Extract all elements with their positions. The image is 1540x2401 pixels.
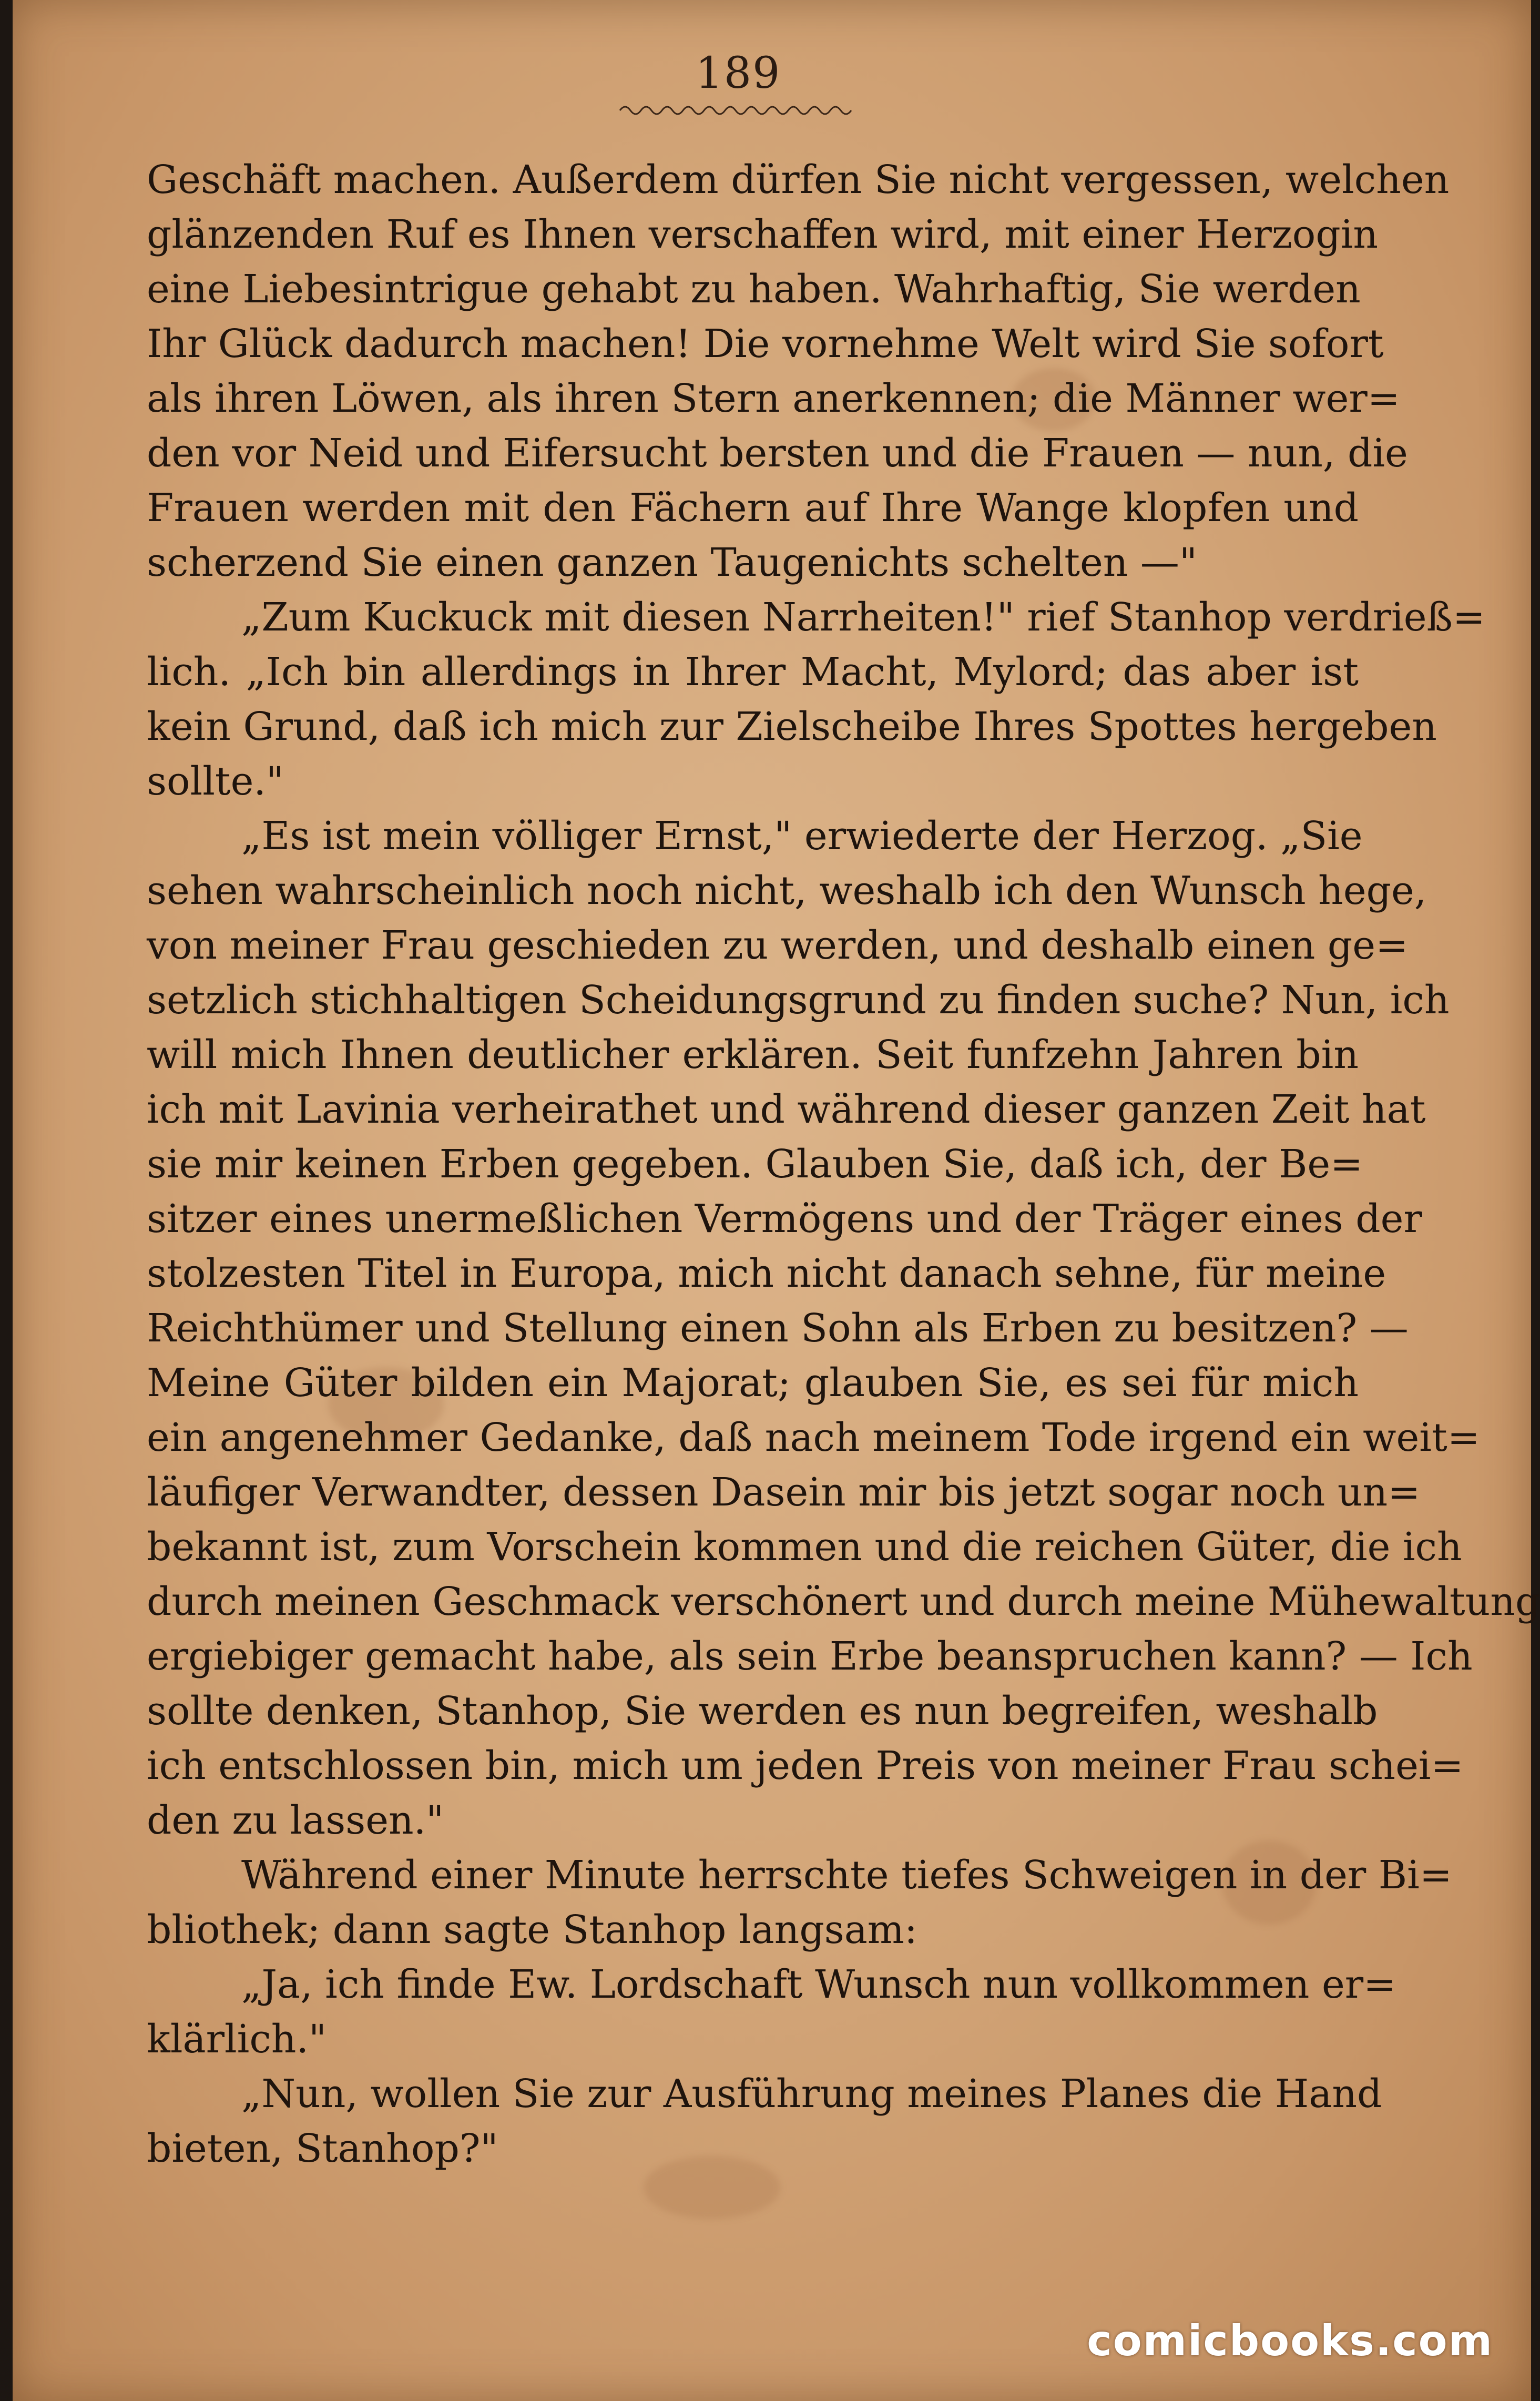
text-line: von meiner Frau geschieden zu werden, und deshalb einen ge= (147, 923, 1409, 968)
text-line: den vor Neid und Eifersucht bersten und die Frauen — nun, die (147, 431, 1408, 476)
book-page (13, 0, 1540, 2401)
text-line: Meine Güter bilden ein Majorat; glauben Sie, es sei für mich (147, 1360, 1359, 1406)
text-line: sollte." (147, 759, 284, 804)
text-line: Ihr Glück dadurch machen! Die vornehme Welt wird Sie sofort (147, 321, 1384, 367)
text-line: ich entschlossen bin, mich um jeden Preis von meiner Frau schei= (147, 1743, 1464, 1788)
wavy-rule-ornament (617, 99, 859, 120)
body-text (147, 152, 1540, 2176)
text-line: will mich Ihnen deutlicher erklären. Seit funfzehn Jahren bin (147, 1032, 1359, 1077)
page-number: 189 (695, 48, 781, 98)
text-line: ich mit Lavinia verheirathet und während dieser ganzen Zeit hat (147, 1087, 1426, 1132)
text-line: glänzenden Ruf es Ihnen verschaffen wird, mit einer Herzogin (147, 212, 1379, 257)
text-line: „Ja, ich finde Ew. Lordschaft Wunsch nun vollkommen er= (241, 1962, 1396, 2007)
text-line: ein angenehmer Gedanke, daß nach meinem Tode irgend ein weit= (147, 1415, 1480, 1460)
text-line: „Nun, wollen Sie zur Ausführung meines Planes die Hand (241, 2071, 1382, 2117)
text-line: kein Grund, daß ich mich zur Zielscheibe Ihres Spottes hergeben (147, 704, 1437, 749)
text-line: ergiebiger gemacht habe, als sein Erbe beanspruchen kann? — Ich (147, 1634, 1473, 1679)
text-line: stolzesten Titel in Europa, mich nicht danach sehne, für meine (147, 1251, 1386, 1296)
text-line: sitzer eines unermeßlichen Vermögens und der Träger eines der (147, 1196, 1422, 1242)
text-line: setzlich stichhaltigen Scheidungsgrund zu finden suche? Nun, ich (147, 978, 1450, 1023)
text-line: sollte denken, Stanhop, Sie werden es nun begreifen, weshalb (147, 1688, 1378, 1734)
text-line: lich. „Ich bin allerdings in Ihrer Macht, Mylord; das aber ist (147, 649, 1359, 695)
text-line: klärlich." (147, 2017, 327, 2062)
text-line: „Es ist mein völliger Ernst," erwiederte der Herzog. „Sie (241, 813, 1363, 859)
text-line: Während einer Minute herrschte tiefes Schweigen in der Bi= (241, 1853, 1452, 1898)
text-line: Geschäft machen. Außerdem dürfen Sie nicht vergessen, welchen (147, 157, 1450, 202)
text-line: sehen wahrscheinlich noch nicht, weshalb ich den Wunsch hege, (147, 868, 1427, 913)
text-line: Reichthümer und Stellung einen Sohn als Erben zu besitzen? — (147, 1306, 1409, 1351)
text-line: als ihren Löwen, als ihren Stern anerkennen; die Männer wer= (147, 376, 1400, 421)
text-line: Frauen werden mit den Fächern auf Ihre Wange klopfen und (147, 485, 1359, 531)
text-line: eine Liebesintrigue gehabt zu haben. Wahrhaftig, Sie werden (147, 267, 1361, 312)
text-line: läufiger Verwandter, dessen Dasein mir bis jetzt sogar noch un= (147, 1470, 1421, 1515)
text-line: scherzend Sie einen ganzen Taugenichts schelten —" (147, 540, 1197, 585)
text-line: „Zum Kuckuck mit diesen Narrheiten!" rief Stanhop verdrieß= (241, 595, 1485, 640)
text-line: den zu lassen." (147, 1798, 444, 1843)
text-line: bliothek; dann sagte Stanhop langsam: (147, 1907, 917, 1952)
text-line: bekannt ist, zum Vorschein kommen und die reichen Güter, die ich (147, 1524, 1462, 1570)
text-line: sie mir keinen Erben gegeben. Glauben Sie, daß ich, der Be= (147, 1142, 1363, 1187)
text-line: bieten, Stanhop?" (147, 2126, 498, 2171)
watermark: comicbooks.com (1087, 2316, 1493, 2365)
text-line: durch meinen Geschmack verschönert und durch meine Mühewaltung (147, 1579, 1540, 1624)
